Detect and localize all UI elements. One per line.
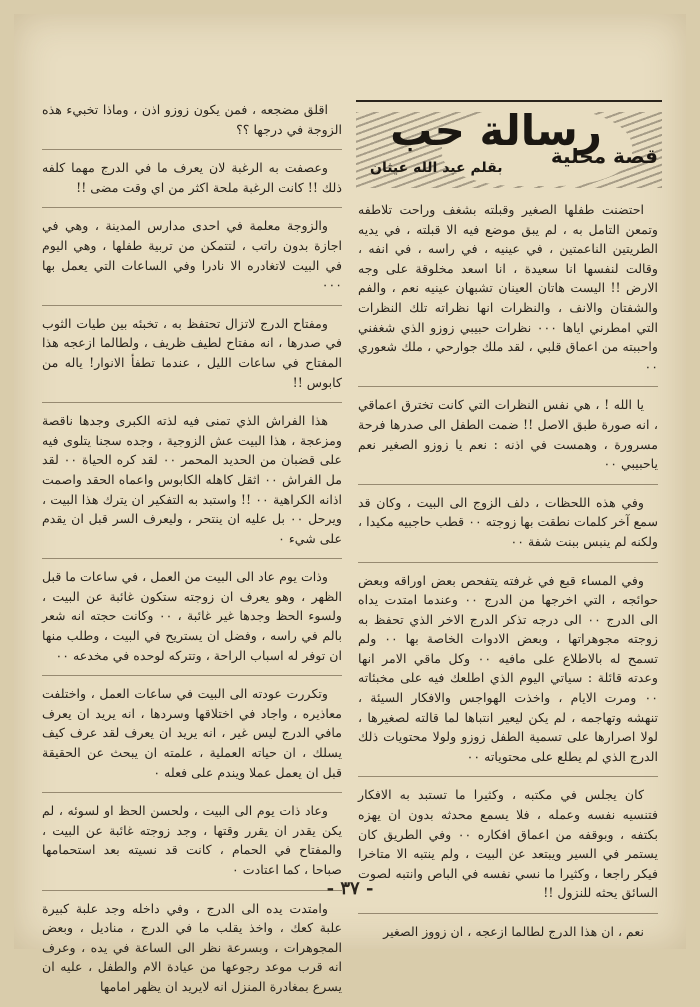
paragraph: احتضنت طفلها الصغير وقبلته بشغف وراحت تلاطفه وتمعن التامل به ، لم يبق موضع فيه الا قبلته ، في يديه الطريتين الناعمتين ، في عينيه ، في راسه ، في انفه ، وقالت لنفسها انا سعيدة ، انا اسعد مخلوقة على وجه الارض !! اليست هاتان العينان تشبهان عينيه نعم ، والفم والشفتان والانف ، والنظرات انها نظراته تلك النظرات التي امطرني اياها ٠٠٠ نظرات حبيبي زوزو الذي شغفني واحببته من اعماق قلبي ، لقد ملك جوارحي ، ملك شعوري ٠٠ bbox=[358, 202, 658, 374]
divider bbox=[358, 913, 658, 914]
divider bbox=[358, 484, 658, 485]
divider bbox=[42, 149, 342, 150]
paragraph: وذات يوم عاد الى البيت من العمل ، في ساعات ما قبل الظهر ، وهو يعرف ان زوجته ستكون غائبة عن البيت ، ولسوء الحظ وجدها غير غائبة ، ٠٠ وكانت حجته انه شعر بالم في راسه ، وفضل ان يستريح في البيت ، وطلب منها ان توفر له اسباب الراحة ، وتتركه لوحده في مخدعه ٠٠ bbox=[42, 569, 342, 663]
magazine-page bbox=[14, 14, 686, 994]
divider bbox=[358, 562, 658, 563]
divider bbox=[358, 386, 658, 387]
story-header bbox=[356, 100, 662, 194]
paragraph: نعم ، ان هذا الدرج لطالما ازعجه ، ان زووز الصغير bbox=[383, 924, 644, 939]
divider bbox=[42, 305, 342, 306]
paragraph: وامتدت يده الى الدرج ، وفي داخله وجد علبة كبيرة علبة كعك ، واخذ يقلب ما في الدرج ، مناديل ، وبعض المجوهرات ، وبسرعة نظر الى الساعة في يده ، وعرف انه قرب موعد رجوعها من عيادة الام والطفل ، عليه ان يسرع بمغادرة المنزل انه لايريد ان يظهر امامها bbox=[42, 900, 342, 994]
paragraph: وفي هذه اللحظات ، دلف الزوج الى البيت ، وكان قد سمع آخر كلمات نطقت بها زوجته ٠٠ قطب حاجبيه مكيدا ، ولكنه لم ينبس ببنت شفة ٠٠ bbox=[358, 494, 658, 549]
page-number: - ٣٧ - bbox=[326, 878, 374, 899]
divider bbox=[358, 776, 658, 777]
paragraph: هذا الفراش الذي تمنى فيه لذته الكبرى وجدها ناقصة ومزعجة ، هذا البيت عش الزوجية ، وجده سجنا يتلوى فيه على قضبان من الحديد المحمر ٠٠ لقد كره الحياة ٠٠ لقد مل الفراش ٠٠ اثقل كاهله الكابوس واعماه الحقد واصمت اذانه الكراهية ٠٠ !! واستبد به التفكير ان يترك هذا البيت ، ويرحل ٠٠ بل عليه ان ينتحر ، وليعرف السر قبل ان يقدم على شيء ٠ bbox=[42, 413, 342, 546]
divider bbox=[42, 207, 342, 208]
story-subtitle: قصة محلية bbox=[550, 144, 658, 168]
story-title: رسالة حب bbox=[390, 106, 602, 155]
paragraph: وفي المساء قبع في غرفته يتفحص بعض اوراقه وبعض حوائجه ، التي اخرجها من الدرج ٠٠ وعندما امتدت يداه الى الدرج ٠٠ الى درجه تذكر الدرج الاخر الذي تحفظ به زوجته مجوهراتها ، وبعض الادوات الخاصة بها ٠٠ ولم تسمح له بالاطلاع على مافيه ٠٠ وكل ماقي الامر انها وعدته قائلة : سياتي اليوم الذي اطلعك فيه على مخبئاته ٠٠ ومرت الايام ، واخذت الهواجس والافكار السيئة ، تنهشه وتهاجمه ، لم يكن ليعير انتباها لما قالته لصغيرها ، لولا اصرارها على تسمية الطفل زوزو ولولا محتويات ذلك الدرج الذي لم يطلع على محتوياته ٠٠ bbox=[358, 572, 659, 764]
left-text-column bbox=[42, 100, 342, 1007]
paragraph: اقلق مضجعه ، فمن يكون زوزو اذن ، وماذا تخبيء هذه الزوجة في درجها ؟؟ bbox=[42, 102, 342, 137]
paragraph: يا الله ! ، هي نفس النظرات التي كانت تخترق اعماقي ، انه صورة طبق الاصل !! ضمت الطفل الى صدرها فرحة مسرورة ، وهمست في اذنه : نعم يا زوزو الصغير نعم ياحبيبي ٠٠ bbox=[358, 397, 658, 472]
divider bbox=[42, 558, 342, 559]
divider bbox=[42, 792, 342, 793]
right-text-column bbox=[358, 200, 658, 952]
divider bbox=[42, 402, 342, 403]
paragraph: وعاد ذات يوم الى البيت ، ولحسن الحظ او لسوئه ، لم يكن يقدر ان يقرر وقتها ، وجد زوجته غائبة عن البيت ، والمفتاح في الحمام ، كانت قد نسيته بعد استحمامها صباحا ، كما اعتادت ٠ bbox=[42, 803, 342, 877]
story-author: بقلم عبد الله عيثان bbox=[370, 160, 503, 176]
divider bbox=[42, 675, 342, 676]
paragraph: والزوجة معلمة في احدى مدارس المدينة ، وهي في اجازة بدون راتب ، لتتمكن من تربية طفلها ، وهي اليوم في البيت لاتغادره الا نادرا وفي الساعات التي يعمل بها ٠٠٠ bbox=[42, 218, 342, 293]
paragraph: وتكررت عودته الى البيت في ساعات العمل ، واختلفت معاذيره ، واجاد في اختلاقها وسردها ، انه يريد ان يعرف مافي الدرج ليس غير ، انه يريد ان يعرف لقد عرف كيف يسلك ، ان حياته العملية ، علمته ان يبحث عن الحقيقة قبل ان يعمل عملا ويندم على فعله ٠ bbox=[42, 686, 342, 780]
paragraph: كان يجلس في مكتبه ، وكثيرا ما تستبد به الافكار فتنسيه نفسه وعمله ، فلا يسمع محدثه بدون ان يهزه بكتفه ، وبوقفه من اعماق افكاره ٠٠ وفي الطريق كان يستمر في السير ويبتعد عن البيت ، ولم ينتبه الا متاخرا فيكر راجعا ، وكثيرا ما نسي نفسه في الباص وانتبه لصوت السائق يحثه للنزول !! bbox=[358, 787, 658, 901]
paragraph: وعصفت به الرغبة لان يعرف ما في الدرج مهما كلفه ذلك !! كانت الرغبة ملحة اكثر من اي وقت مضى !! bbox=[42, 160, 342, 195]
paragraph: ومفتاح الدرج لاتزال تحتفظ به ، تخبئه بين طيات الثوب في صدرها ، انه مفتاح لطيف ظريف ، ولطالما ازعجه هذا المفتاح في ساعات الليل ، عندما تطفأ الانوار! ياله من كابوس !! bbox=[42, 315, 342, 390]
